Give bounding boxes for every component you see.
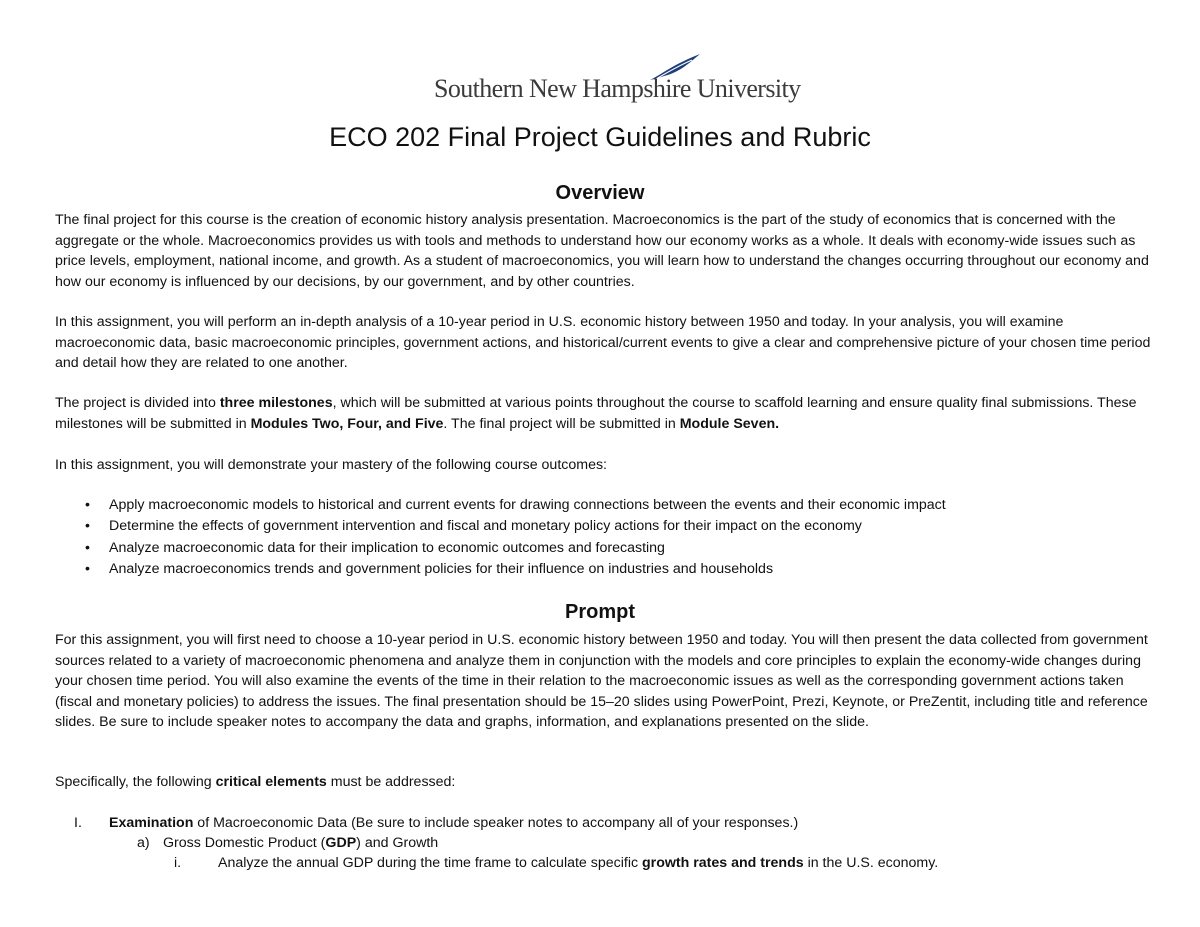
- overview-paragraph-2: In this assignment, you will perform an in-depth analysis of a 10-year period in U.S. economic history between 1950 and today. In your analysis, you will examine macroeconomic data, basic macroeconomic principles, government actions, and historical/current events to give a clear and comprehensive picture of your chosen time period and detail how they are related to one another.: [55, 314, 1151, 372]
- outline-item-analyze-gdp: Analyze the annual GDP during the time frame to calculate specific growth rates and trends in the U.S. economy.: [218, 855, 939, 871]
- outline-number-3: i.: [174, 855, 182, 871]
- list-item: • Apply macroeconomic models to historical and current events for drawing connections between the events and their economic impact: [85, 495, 946, 516]
- outline-item-examination: Examination of Macroeconomic Data (Be sure to include speaker notes to accompany all of your responses.): [109, 815, 799, 831]
- bullet-icon: •: [85, 518, 90, 535]
- outline-number-1: I.: [74, 815, 82, 831]
- critical-elements-intro: Specifically, the following critical elements must be addressed:: [55, 774, 456, 790]
- overview-paragraph-1: The final project for this course is the creation of economic history analysis presentation. Macroeconomics is the part of the study of economics that is concerned with the aggregate or the whole. Macroeconomics provides us with tools and methods to understand how our economy works as a whole. It deals with economy-wide issues such as price levels, employment, national income, and growth. As a student of macroeconomics, you will learn how to understand the changes occurring throughout our economy and how our economy is influenced by our decisions, by our government, and by other countries.: [55, 212, 1149, 290]
- course-outcomes-list: [85, 495, 946, 580]
- overview-paragraph-3: The project is divided into three milestones, which will be submitted at various points throughout the course to scaffold learning and ensure quality final submissions. These milestones will be submitted in Modules Two, Four, and Five. The final project will be submitted in Module Seven.: [55, 395, 1137, 432]
- prompt-heading: Prompt: [565, 601, 635, 623]
- logo-wordmark: Southern New Hampshire University: [434, 74, 801, 103]
- prompt-paragraph-1: For this assignment, you will first need to choose a 10-year period in U.S. economic history between 1950 and today. You will then present the data collected from government sources related to a variety of macroeconomic phenomena and analyze them in conjunction with the models and core principles to explain the economy-wide changes during your chosen time period. You will also examine the events of the time in their relation to the macroeconomic issues as well as the corresponding government actions taken (fiscal and monetary policies) to address the issues. The final presentation should be 15–20 slides using PowerPoint, Prezi, Keynote, or PreZentit, including title and reference slides. Be sure to include speaker notes to accompany the data and graphs, information, and explanations presented on the slide.: [55, 632, 1148, 731]
- university-logo: [434, 52, 801, 108]
- overview-heading: Overview: [555, 182, 645, 204]
- bullet-icon: •: [85, 560, 90, 577]
- page-title: ECO 202 Final Project Guidelines and Rubric: [329, 122, 871, 152]
- list-item: • Determine the effects of government intervention and fiscal and monetary policy actions for their impact on the economy: [85, 516, 946, 537]
- outline-item-gdp: Gross Domestic Product (GDP) and Growth: [163, 835, 439, 851]
- outline-number-2: a): [137, 835, 150, 851]
- bullet-icon: •: [85, 539, 90, 556]
- outcomes-intro: In this assignment, you will demonstrate your mastery of the following course outcomes:: [55, 457, 607, 473]
- list-item: • Analyze macroeconomic data for their implication to economic outcomes and forecasting: [85, 538, 946, 559]
- bullet-icon: •: [85, 497, 90, 513]
- list-item: • Analyze macroeconomics trends and government policies for their influence on industries and households: [85, 559, 946, 580]
